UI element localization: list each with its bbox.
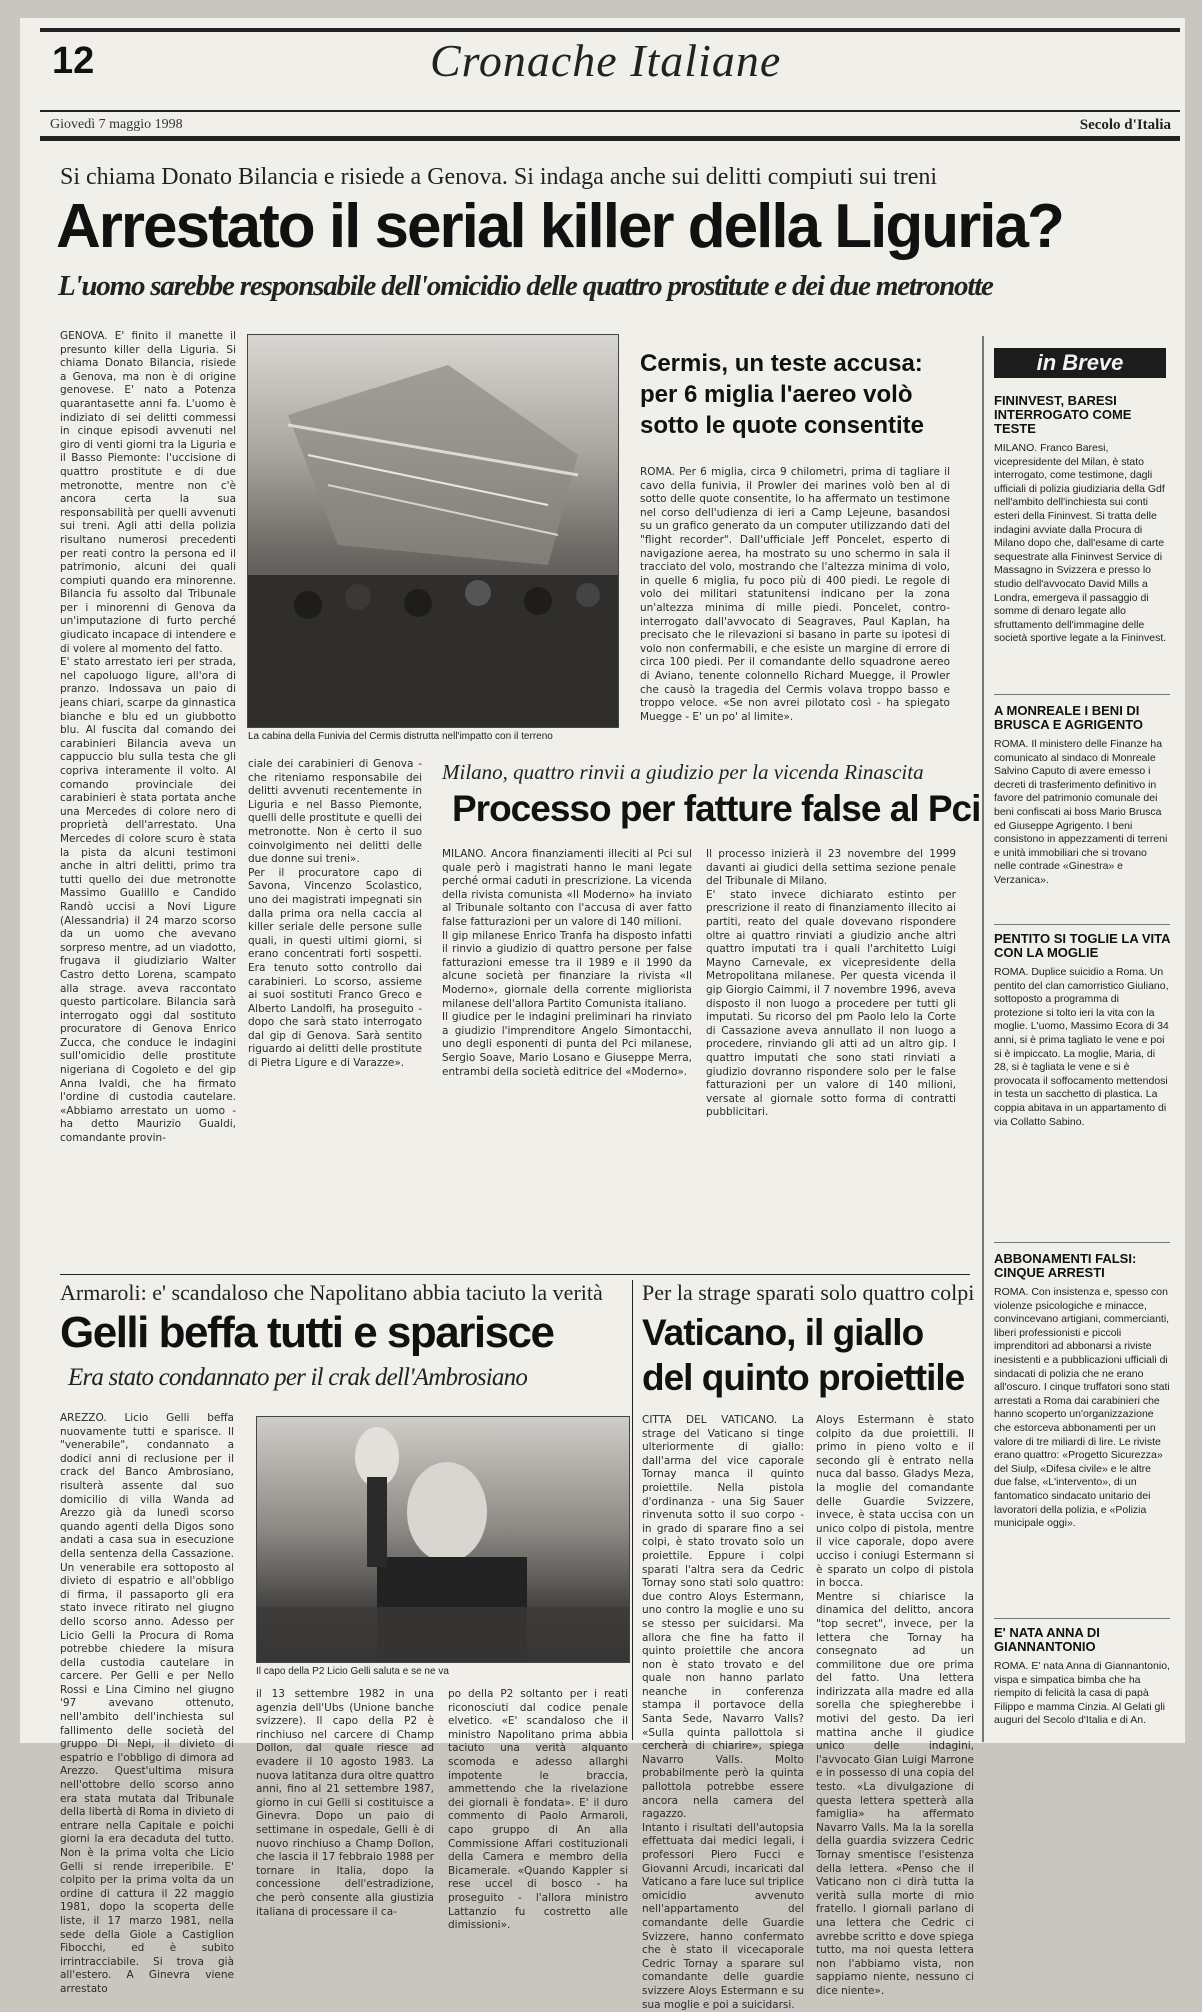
brief-monreale xyxy=(994,704,1170,918)
brief-body: MILANO. Franco Baresi, vicepresidente del Milan, è stato interrogato, come testimone, dagli ufficiali di polizia giudiziaria della Gdf nell'ambito dell'inchiesta sui conti esteri della Fininvest. Si tratta delle indagini avviate dalla Procura di Milano dopo che, dall'esame di carte sequestrate alla Fininvest Service di Massagno in Svizzera e presso lo studio dell'avvocato David Mills a Londra, emergeva il passaggio di somme di denaro legate allo sfruttamento dell'immagine delle società sportive legate a la Fininvest. xyxy=(994,442,1167,645)
gelli-headline: Gelli beffa tutti e sparisce xyxy=(60,1308,554,1357)
sidebar-divider xyxy=(982,336,984,1742)
brief-body: ROMA. Il ministero delle Finanze ha comunicato al sindaco di Monreale Salvino Caputo di avere emesso i decreti di trasferimento definitivo in favore del patrimonio comunale dei beni confiscati ai boss Mario Brusca ed Giuseppe Agrigento. I beni consistono in appezzamenti di terreni e unità immobiliari che si trovano nelle contrade «Ginestra» e Verzanica». xyxy=(994,738,1168,886)
lead-kicker: Si chiama Donato Bilancia e risiede a Genova. Si indaga anche sui delitti compiuti sui treni xyxy=(60,164,938,190)
cermis-cableway-photo xyxy=(247,334,619,728)
paper-name: Secolo d'Italia xyxy=(1079,117,1171,133)
brief-pentito xyxy=(994,932,1170,1226)
gelli-kicker: Armaroli: e' scandaloso che Napolitano abbia taciuto la verità xyxy=(60,1280,603,1305)
lower-column-divider xyxy=(632,1280,633,1740)
lead-headline: Arrestato il serial killer della Liguria? xyxy=(56,192,1063,261)
brief-title: E' NATA ANNA DI GIANNANTONIO xyxy=(994,1625,1100,1654)
brief-title: ABBONAMENTI FALSI: CINQUE ARRESTI xyxy=(994,1251,1137,1280)
lead-body-col2: ciale dei carabinieri di Genova - che riteniamo responsabile dei delitti avvenuti recentemente in Liguria e nel Basso Piemonte, quelli delle prostitute e quelli dei metronotte. Non è certo il suo coinvolgimento nei delitti delle due donne sui treni». Per il procuratore capo di Savona, Vincenzo Scolastico, uno dei magistrati impegnati sin dalla prima ora nella caccia al killer seriale delle persone sulle quali, in questi ultimi giorni, si erano concentrati forti sospetti. Era tenuto sotto controllo dai carabinieri. Lo scorso, assieme ai suoi sostituti Franco Greco e Alberto Landolfi, ha proseguito - dopo che sarà stato interrogato dal gip di Genova. Sarà sentito riguardo ai delitti delle prostitute di Pietra Ligure e di Varazze». xyxy=(248,758,422,1070)
gelli-body-col1: AREZZO. Licio Gelli beffa nuovamente tutti e sparisce. Il "venerabile", condannato a dodici anni di reclusione per il crack del Banco Ambrosiano, risulterà assente dal suo domicilio di villa Wanda ad Arezzo già da lunedì scorso quando agenti della Digos sono andati a casa sua in esecuzione della sentenza della Cassazione. Un venerabile era sottoposto al divieto di espatrio e all'obbligo di firma, il passaporto gli era stato invece ritirato nel giugno dello scorso anno. Adesso per Licio Gelli la Procura di Roma potrebbe chiedere la misura della custodia cautelare in carcere. Per Gelli e per Nello Rossi e Lina Cimino nel giugno '97 avevano ottenuto, nell'ambito dell'inchiesta sul fallimento delle società del gruppo Di Nepi, il divieto di espatrio e l'obbligo di dimora ad Arezzo. Quest'ultima misura nell'ottobre dello scorso anno era stata mutata dal Tribunale della libertà di Roma in divieto di entrare nella Capitale e poichi giorni la era decaduta del tutto. Non è la prima volta che Licio Gelli si rende irreperibile. E' colpito per la prima volta da un ordine di cattura il 22 maggio 1981, dopo la scoperta delle liste, il 17 marzo 1981, nella sede della Giole a Castiglion Fibocchi, ed è subito irrintracciabile. Si trova già all'estero. A Ginevra viene arrestato xyxy=(60,1412,234,1995)
brief-abbonamenti xyxy=(994,1252,1170,1596)
pci-body-col1: MILANO. Ancora finanziamenti illeciti al Pci sul quale però i magistrati hanno le mani legate perché ormai caduti in prescrizione. La vicenda della rivista comunista «Il Moderno» ha inviato al Tribunale soltanto con l'accusa di aver fatto false fatturazioni per un valore di 140 milioni. Il gip milanese Enrico Tranfa ha disposto infatti il rinvio a giudizio di quattro persone per false fatturazioni emesse tra il 1989 e il 1990 da alcune società per finanziare la rivista «Il Moderno», giornale della corrente migliorista milanese dell'allora Partito Comunista italiano. Il giudice per le indagini preliminari ha rinviato a giudizio l'imprenditore Angelo Simontacchi, uno degli esponenti di punta del Pci milanese, Sergio Soave, Mario Losano e Giuseppe Merra, entrambi della società editrice del «Moderno». xyxy=(442,848,692,1078)
gelli-body-col3: po della P2 soltanto per i reati riconosciuti dal codice penale elvetico. «E' scandaloso che il ministro Napolitano prima abbia taciuto una verità alquanto scomoda e adesso allarghi impotente le braccia, ammettendo che la rivelazione dei giornali è fondata». E' il duro commento di Paolo Armaroli, capo gruppo di An alla Commissione Affari costituzionali della Camera e membro della Bicamerale. «Quando Kappler si rese uccel di bosco - ha proseguito - l'allora ministro Lattanzio fu costretto alle dimissioni». xyxy=(448,1688,628,1932)
gelli-photo-caption: Il capo della P2 Licio Gelli saluta e se ne va xyxy=(256,1666,449,1677)
brief-separator xyxy=(994,924,1170,925)
brief-nascita xyxy=(994,1626,1170,1730)
vatican-body-col2: Aloys Estermann è stato colpito da due proiettili. Il primo in pieno volto e il secondo gli è entrato nella nuca dal basso. Gladys Meza, la moglie del comandante delle Guardie Svizzere, invece, è stata uccisa con un unico colpo di pistola, mentre il vice caporale, dopo avere ucciso i coniugi Estermann si è sparato un colpo di pistola in bocca. Mentre si chiarisce la dinamica del delitto, ancora "top secret", invece, per la lettera che Tornay ha consegnato ad un commilitone due ore prima del fatto. Una lettera indirizzata alla madre ed alla sorella che spiegherebbe i motivi del gesto. Da ieri mattina anche il giudice unico delle indagini, l'avvocato Gian Luigi Marrone e in possesso di una copia del testo. «La divulgazione di questa lettera spetterà alla famiglia» ha affermato Navarro Valls. Ma la la sorella della guardia svizzera Cedric Tornay smentisce l'esistenza della lettera. «Penso che il Vaticano non ci dirà tutta la verità sulla morte di mio fratello. I giornali parlano di una lettera che Cedric ci avrebbe scritto e dove spiega tutto, ma noi questa lettera non l'abbiamo vista, non sappiamo niente, nessuno ci dice niente». xyxy=(816,1414,974,1997)
vatican-kicker: Per la strage sparati solo quattro colpi xyxy=(642,1280,975,1305)
gelli-body-col2: il 13 settembre 1982 in una agenzia dell'Ubs (Unione banche svizzere). Il capo della P2 è rinchiuso nel carcere di Champ Dollon, dal quale riesce ad evadere il 10 agosto 1983. La nuova latitanza dura oltre quattro anni, fino al 21 settembre 1987, giorno in cui Gelli si costituisce a Ginevra. Dopo un paio di settimane in ospedale, Gelli è di nuovo rinchiuso a Champ Dollon, che lascia il 17 febbraio 1988 per tornare in Italia, dopo la concessione dell'estradizione, che però consente alla giustizia italiana di processare il ca- xyxy=(256,1688,434,1918)
brief-body: ROMA. Duplice suicidio a Roma. Un pentito del clan camorristico Giuliano, sottoposto a programma di protezione si tolto ieri la vita con la moglie. L'uomo, Massimo Ecora di 34 anni, si è prima tagliato le vene e poi si è impiccato. La moglie, Maria, di 28, si è tagliata le vene e si è provocata il soffocamento mettendosi in testa un sacchetto di plastica. La coppia abitava in un appartamento di via Collatto Sabino. xyxy=(994,966,1169,1128)
pci-kicker: Milano, quattro rinvii a giudizio per la vicenda Rinascita xyxy=(442,760,924,784)
brief-separator xyxy=(994,694,1170,695)
pci-headline: Processo per fatture false al Pci xyxy=(452,788,981,829)
brief-fininvest xyxy=(994,394,1170,692)
brief-title: A MONREALE I BENI DI BRUSCA E AGRIGENTO xyxy=(994,703,1144,732)
gelli-subhead: Era stato condannato per il crak dell'Ambrosiano xyxy=(68,1364,528,1391)
cermis-body: ROMA. Per 6 miglia, circa 9 chilometri, prima di tagliare il cavo della funivia, il Prowler dei marines volò ben al di sotto delle quote consentite, lo ha affermato un testimone nel corso dell'udienza di ieri a Camp Lejeune, basandosi su un grafico generato da un computer utilizzando dati del "flight recorder". Dall'ufficiale Jeff Poncelet, esperto di navigazione aerea, ha mostrato su uno schermo in sala il tracciato del volo, mostrando che l'altezza minima di volo, in quelle 6 miglia, fu poco più di 400 piedi. Le regole di volo dei militari statunitensi indicano per la zona un'altezza minima di mille piedi. Poncelet, contro-interrogato dall'avvocato di Seagraves, Paul Kaplan, ha precisato che le rilevazioni si basano in parte su ipotesi di volo non confermabili, e che esiste un margine di errore di circa 100 piedi. Per il comandante dello squadrone aereo di Aviano, tenente colonnello Richard Muegge, il Prowler che causò la tragedia del Cermis volava troppo basso e troppo veloce. «Se non avrei pilotato così - ha spiegato Muegge - E' un po' al limite». xyxy=(640,466,950,723)
header-rule xyxy=(40,110,1180,112)
cableway-wreck-illustration xyxy=(248,335,618,727)
brief-title: FININVEST, BARESI INTERROGATO COME TESTE xyxy=(994,393,1132,436)
gelli-waving-illustration xyxy=(257,1417,629,1662)
page-number: 12 xyxy=(52,40,95,82)
brief-separator xyxy=(994,1242,1170,1243)
newspaper-page xyxy=(20,18,1185,2011)
brief-title: PENTITO SI TOGLIE LA VITA CON LA MOGLIE xyxy=(994,931,1170,960)
lead-body-col1: GENOVA. E' finito il manette il presunto killer della Liguria. Si chiama Donato Bilancia, risiede a Genova, ma non è di origine genovese. E' nato a Potenza quarantasette anni fa. L'uomo è indiziato di sei delitti commessi in cinque episodi avvenuti nel giro di venti giorni tra la Liguria e il Basso Piemonte: l'uccisione di quattro prostitute e di due metronotte, mentre non c'è ancora certa la sua responsabilità per quelli avvenuti sui treni. Agli atti della polizia risultano numerosi precedenti per reati contro la persona ed il patrimonio, alcuni dei quali compiuti quando era minorenne. Bilancia fu assolto dal Tribunale per i minorenni di Genova da un'imputazione di furto perché giudicato incapace di intendere e di volere al momento del fatto. E' stato arrestato ieri per strada, nel capoluogo ligure, all'ora di pranzo. Indossava un paio di jeans chiari, scarpe da ginnastica bianche e blu ed un giubbotto blu. Al fuscita dal comando dei carabinieri Bilancia aveva un cappuccio blu sulla testa che gli copriva interamente il volto. Al comando provinciale dei carabinieri è stata portata anche una Mercedes di colore nero di proprietà dell'arrestato. Una Mercedes di colore scuro è stata la pista da alcuni testimoni anche in altri delitti, primo tra tutti quello dei due metronotte Massimo Gualillo e Candido Randò uccisi a Novi Ligure (Alessandria) il 24 marzo scorso da un uomo che avevano sorpreso mentre, ad un viadotto, frugava il giudiziario Walter Castro detto Lorena, scampato alla strage. aveva raccontato questo particolare. Bilancia sarà interrogato oggi dal sostituto procuratore di Genova Enrico Zucca, che conduce le indagini sull'omicidio delle prostitute nigeriana di Cogoleto e del gip Anna Ivaldi, che ha firmato l'ordine di custodia cautelare. «Abbiamo arrestato un uomo - ha detto Maurizio Gualdi, comandante provin- xyxy=(60,330,236,1145)
vatican-headline: Vaticano, il giallo del quinto proiettile xyxy=(642,1312,965,1398)
brief-body: ROMA. E' nata Anna di Giannantonio, vispa e simpatica bimba che ha riempito di felicità la casa di papà Filippo e mamma Cinzia. Al Gelati gli auguri del Secolo d'Italia e di An. xyxy=(994,1660,1170,1727)
pci-body-col2: Il processo inizierà il 23 novembre del 1999 davanti ai giudici della settima sezione penale del Tribunale di Milano. E' stato invece dichiarato estinto per prescrizione il reato di finanziamento illecito ai partiti, reato del quale dovevano rispondere oltre ai quattro rinviati a giudizio anche altri quattro imputati tra i quali l'architetto Luigi Mayno Carnevale, ex vicepresidente della Metropolitana milanese. Per questa vicenda il gip Giorgio Caimmi, il 7 novembre 1996, aveva disposto il non luogo a procedere per tutti gli imputati. Su ricorso del pm Paolo Ielo la Corte di Cassazione aveva annullato il non luogo a procedere, rinviando gli atti ad un altro gip. I quattro imputati che sono stati rinviati a giudizio dovranno rispondere solo per le false fatturazioni per un valore di 140 milioni, versate al giornale sotto forma di contratti pubblicitari. xyxy=(706,848,956,1119)
vatican-body-col1: CITTA DEL VATICANO. La strage del Vaticano si tinge ulteriormente di giallo: dall'arma del vice caporale Tornay manca il quinto proiettile. Nella pistola d'ordinanza - una Sig Sauer rinvenuta sotto il suo corpo - in grado di sparare fino a sei colpi, è stato trovato solo un proiettile. Eppure i colpi sparati l'altra sera da Cedric Tornay sono stati solo quattro: due contro Aloys Estermann, uno contro la moglie e uno su se stesso per suicidarsi. Ma allora che fine ha fatto il quinto proiettile che ancora non è stato trovato e del quale non hanno parlato neanche in conferenza stampa il portavoce della Santa Sede, Navarro Valls? «Sulla quinta pallottola si cercherà di chiarire», spiega Navarro Valls. Molto probabilmente però la quinta pallottola potrebbe essere ancora nella camera del ragazzo. Intanto i risultati dell'autopsia effettuata dai medici legali, i professori Piero Fucci e Giovanni Arcudi, incaricati dal Vaticano a fare luce sul triplice omicidio avvenuto nell'appartamento del comandante delle Guardie Svizzere, hanno confermato che è stato il vicecaporale Cedric Tornay a sparare sul comandante delle guardie svizzere Aloys Estermann e su sua moglie e poi a suicidarsi. xyxy=(642,1414,804,2011)
cermis-photo-caption: La cabina della Funivia del Cermis distrutta nell'impatto con il terreno xyxy=(248,731,553,742)
section-title: Cronache Italiane xyxy=(430,35,782,86)
top-rule xyxy=(40,28,1180,32)
date-rule xyxy=(40,136,1180,141)
in-breve-logo: in Breve xyxy=(994,348,1166,378)
lower-section-rule xyxy=(60,1274,970,1275)
gelli-photo xyxy=(256,1416,630,1663)
issue-date: Giovedì 7 maggio 1998 xyxy=(50,117,183,132)
cermis-headline: Cermis, un teste accusa: per 6 miglia l'aereo volò sotto le quote consentite xyxy=(640,350,925,439)
lead-subhead: L'uomo sarebbe responsabile dell'omicidio delle quattro prostitute e dei due metronotte xyxy=(58,270,993,302)
brief-body: ROMA. Con insistenza e, spesso con violenze psicologiche e minacce, convincevano artigiani, commercianti, liberi professionisti e piccoli imprenditori ad abbonarsi a riviste inesistenti e a pubblicazioni ufficiali di sindacati di polizia che ne erano all'oscuro. I cinque truffatori sono stati arrestati a Roma dai carabinieri che hanno scoperto un'organizzazione che estorceva abbonamenti per un valore di tre miliardi di lire. Le riviste erano quattro: «Progetto Sicurezza» del Siulp, «Difesa civile» e le altre due false, «L'intervento», di un fantomatico sindacato unitario dei lavoratori della polizia, e «Polizia municipale oggi». xyxy=(994,1286,1170,1530)
brief-separator xyxy=(994,1618,1170,1619)
